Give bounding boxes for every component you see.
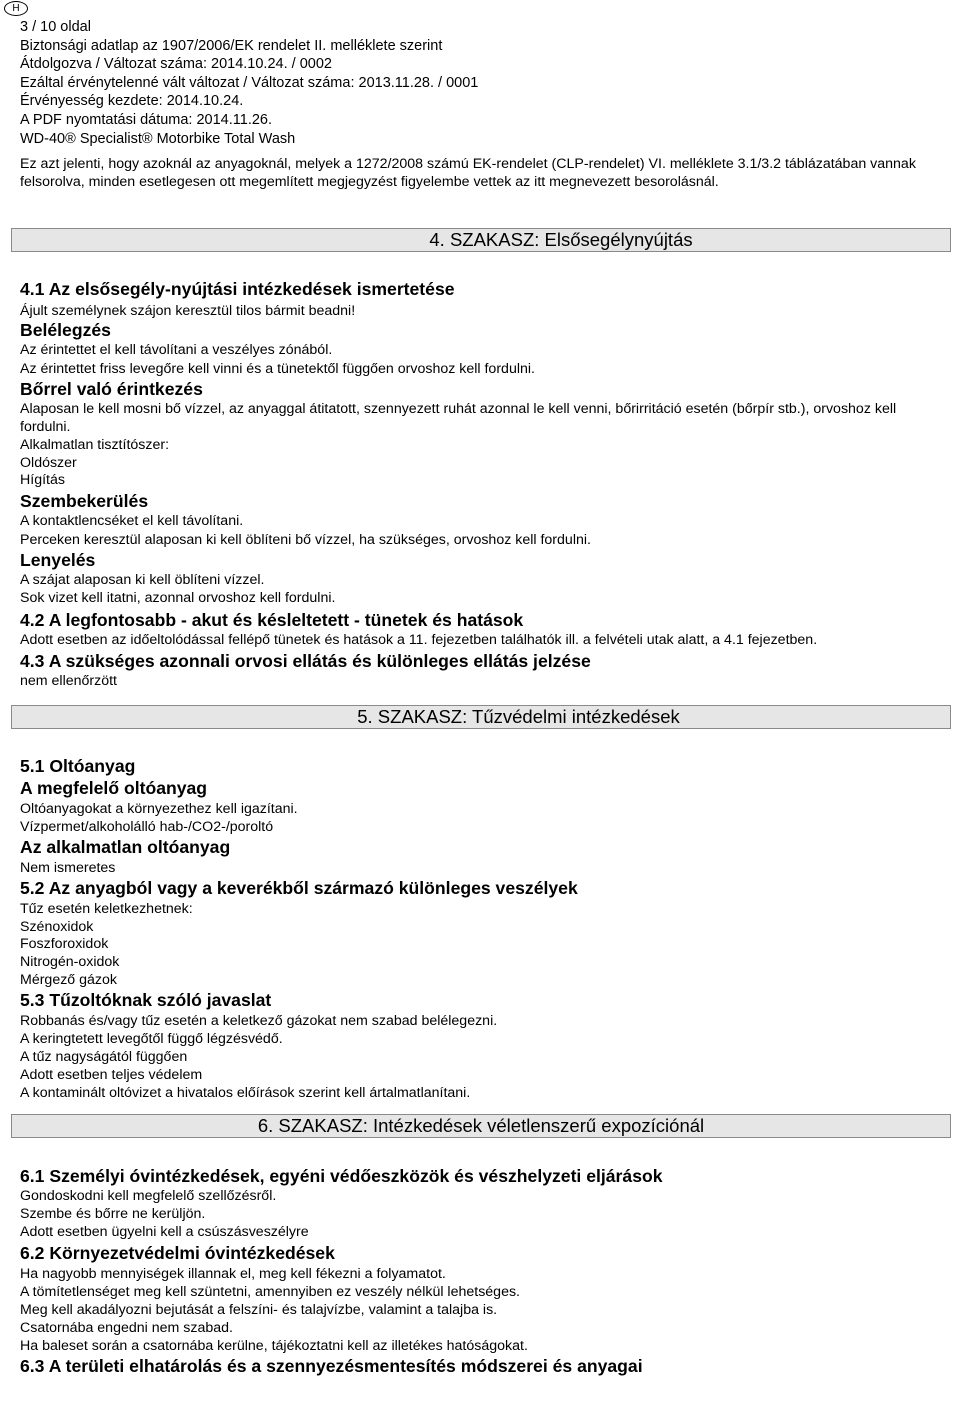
subsection-5-3-title: 5.3 Tűzoltóknak szóló javaslat [20,990,272,1010]
ingestion-line-1: A szájat alaposan ki kell öblíteni vízzel. [20,572,265,588]
suitable-media-heading: A megfelelő oltóanyag [20,778,208,798]
eye-contact-heading: Szembekerülés [20,491,149,511]
unsuitable-media-line-1: Nem ismeretes [20,860,116,876]
hazards-line-2: Szénoxidok [20,919,94,935]
environmental-line-1: Ha nagyobb mennyiségek illannak el, meg kell fékezni a folyamatot. [20,1266,446,1282]
section-4-title: 4. SZAKASZ: Elsősegélynyújtás [429,229,693,250]
skin-contact-line-2: Alkalmatlan tisztítószer: [20,437,170,453]
hazards-line-4: Nitrogén-oxidok [20,954,120,970]
company-logo: H [4,1,28,16]
subsection-4-2-text: Adott esetben az időeltolódással fellépő tünetek és hatások a 11. fejezetben találhatók ill. a felvételi utak alatt, a 4.1 fejezetben. [20,632,818,648]
environmental-line-2: A tömítetlenséget meg kell szüntetni, amennyiben ez veszély nélkül lehetséges. [20,1284,520,1300]
document-header [20,18,478,148]
print-date-line: A PDF nyomtatási dátuma: 2014.11.26. [20,111,273,128]
skin-contact-line-3: Oldószer [20,455,77,471]
product-name: WD-40® Specialist® Motorbike Total Wash [20,130,296,147]
personal-precautions-line-2: Szembe és bőrre ne kerüljön. [20,1206,206,1222]
subsection-5-2-title: 5.2 Az anyagból vagy a keverékből származó különleges veszélyek [20,878,578,898]
skin-contact-line-4: Hígítás [20,472,65,488]
personal-precautions-line-3: Adott esetben ügyelni kell a csúszásveszélyre [20,1224,309,1240]
environmental-line-4: Csatornába engedni nem szabad. [20,1320,233,1336]
firefighter-line-5: A kontaminált oltóvizet a hivatalos előírások szerint kell ártalmatlanítani. [20,1085,471,1101]
suitable-media-line-2: Vízpermet/alkoholálló hab-/CO2-/poroltó [20,819,274,835]
skin-contact-line-1: Alaposan le kell mosni bő vízzel, az anyaggal átitatott, szennyezett ruhát azonnal le kell venni, bőrirritáció esetén (bőrpír stb.), orvoshoz kell fordulni. [20,401,897,435]
inhalation-line-1: Az érintettet el kell távolítani a veszélyes zónából. [20,342,333,358]
environmental-line-5: Ha baleset során a csatornába kerülne, tájékoztatni kell az illetékes hatóságokat. [20,1338,528,1354]
eye-contact-line-1: A kontaktlencséket el kell távolítani. [20,513,244,529]
regulation-line: Biztonsági adatlap az 1907/2006/EK rendelet II. melléklete szerint [20,37,443,54]
subsection-6-1-title: 6.1 Személyi óvintézkedések, egyéni védőeszközök és vészhelyzeti eljárások [20,1166,663,1186]
ingestion-heading: Lenyelés [20,550,96,570]
subsection-4-2-title: 4.2 A legfontosabb - akut és késleltetett - tünetek és hatások [20,610,524,630]
firefighter-line-3: A tűz nagyságától függően [20,1049,188,1065]
firefighter-line-1: Robbanás és/vagy tűz esetén a keletkező gázokat nem szabad belélegezni. [20,1013,498,1029]
subsection-4-3-title: 4.3 A szükséges azonnali orvosi ellátás és különleges ellátás jelzése [20,651,591,671]
section-5-heading [11,705,951,729]
section-6-heading [11,1114,951,1138]
section-5-title: 5. SZAKASZ: Tűzvédelmi intézkedések [357,706,680,727]
valid-from-line: Érvényesség kezdete: 2014.10.24. [20,93,244,110]
eye-contact-line-2: Perceken keresztül alaposan ki kell öblíteni bő vízzel, ha szükséges, orvoshoz kell fordulni. [20,532,591,548]
section-4-heading [11,228,951,252]
hazards-line-1: Tűz esetén keletkezhetnek: [20,901,193,917]
inhalation-heading: Belélegzés [20,320,111,340]
superseded-line: Ezáltal érvénytelenné vált változat / Változat száma: 2013.11.28. / 0001 [20,74,479,91]
hazards-line-5: Mérgező gázok [20,972,117,988]
clp-intro-paragraph: Ez azt jelenti, hogy azoknál az anyagoknál, melyek a 1272/2008 számú EK-rendelet (CLP-rendelet) VI. melléklete 3.1/3.2 táblázatában vannak felsorolva, minden esetlegesen ott megemlített megjegyzést figyelembe vettek az itt megnevezett besorolásnál. [20,156,916,190]
firefighter-line-2: A keringtetett levegőtől függő légzésvédő. [20,1031,283,1047]
firefighter-line-4: Adott esetben teljes védelem [20,1067,203,1083]
hazards-line-3: Foszforoxidok [20,936,109,952]
environmental-line-3: Meg kell akadályozni bejutását a felszíni- és talajvízbe, valamint a talajba is. [20,1302,498,1318]
ingestion-line-2: Sok vizet kell itatni, azonnal orvoshoz kell fordulni. [20,590,336,606]
suitable-media-line-1: Oltóanyagokat a környezethez kell igazítani. [20,801,298,817]
subsection-5-1-title: 5.1 Oltóanyag [20,756,136,776]
page-number: 3 / 10 oldal [20,19,91,35]
subsection-4-3-text: nem ellenőrzött [20,673,117,689]
subsection-6-3-title: 6.3 A területi elhatárolás és a szennyezésmentesítés módszerei és anyagai [20,1356,643,1376]
unsuitable-media-heading: Az alkalmatlan oltóanyag [20,837,231,857]
personal-precautions-line-1: Gondoskodni kell megfelelő szellőzésről. [20,1188,277,1204]
subsection-6-2-title: 6.2 Környezetvédelmi óvintézkedések [20,1243,335,1263]
subsection-4-1-title: 4.1 Az elsősegély-nyújtási intézkedések ismertetése [20,279,455,299]
section-6-title: 6. SZAKASZ: Intézkedések véletlenszerű expozíciónál [257,1115,705,1136]
skin-contact-heading: Bőrrel való érintkezés [20,379,203,399]
revision-line: Átdolgozva / Változat száma: 2014.10.24. / 0002 [20,56,332,73]
inhalation-line-2: Az érintettet friss levegőre kell vinni és a tünetektől függően orvoshoz kell fordulni. [20,361,535,377]
unconscious-note: Ájult személynek szájon keresztül tilos bármit beadni! [20,303,356,319]
